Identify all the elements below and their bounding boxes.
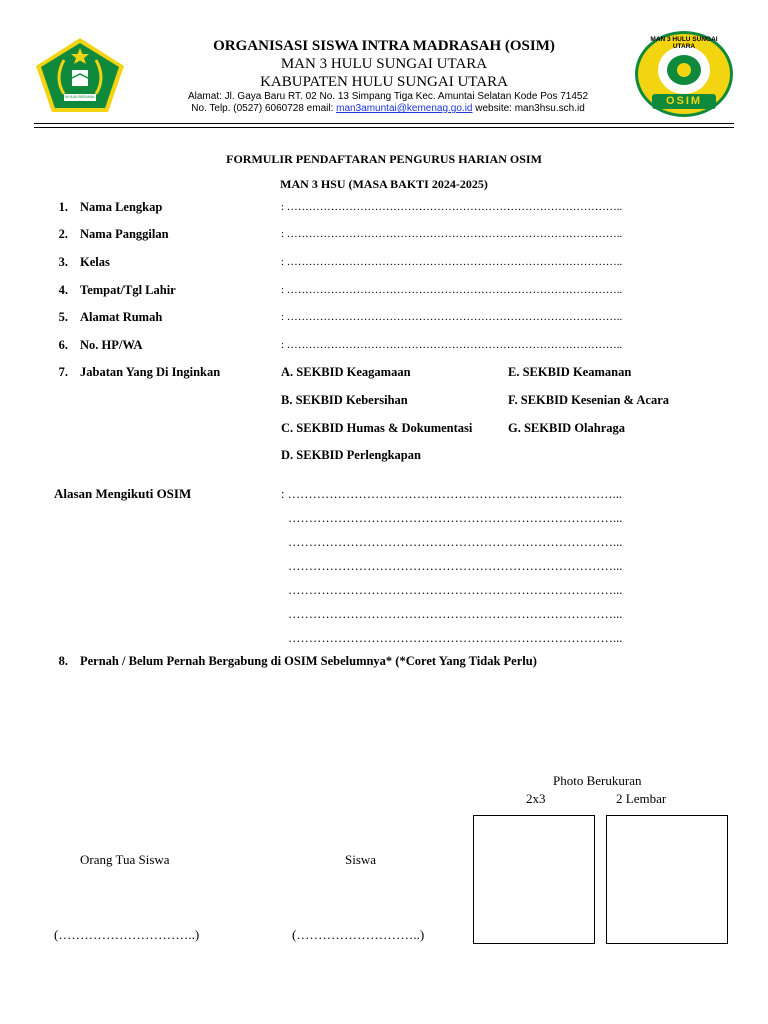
- reason-line[interactable]: ……………………………………………………………………...: [288, 631, 623, 645]
- website-text: website: man3hsu.sch.id: [475, 103, 585, 114]
- reason-line[interactable]: ……………………………………………………………………...: [288, 511, 623, 525]
- reason-label: Alasan Mengikuti OSIM: [54, 486, 192, 501]
- field-label-jabatan: Jabatan Yang Di Inginkan: [80, 365, 221, 379]
- field-fill-alamat-rumah[interactable]: : ………………………………………………………………………………..: [281, 311, 623, 323]
- form-subtitle: MAN 3 HSU (MASA BAKTI 2024-2025): [280, 177, 488, 191]
- reason-line[interactable]: ……………………………………………………………………...: [288, 583, 623, 597]
- reason-line[interactable]: ……………………………………………………………………...: [288, 535, 623, 549]
- field-number: 1.: [58, 200, 68, 214]
- field-fill-no-hp-wa[interactable]: : ………………………………………………………………………………..: [281, 339, 623, 351]
- field-number: 4.: [58, 283, 68, 297]
- option-kebersihan[interactable]: B. SEKBID Kebersihan: [281, 393, 408, 407]
- field-fill-nama-lengkap[interactable]: : ………………………………………………………………………………..: [281, 201, 623, 213]
- field-number: 2.: [58, 227, 68, 241]
- previous-membership-statement: Pernah / Belum Pernah Bergabung di OSIM Sebelumnya* (*Coret Yang Tidak Perlu): [80, 654, 537, 668]
- student-signature-line[interactable]: (………………………..): [292, 927, 425, 942]
- field-number: 5.: [58, 310, 68, 324]
- logo-motto: IKHLAS BERAMAL: [64, 95, 96, 99]
- field-label-nama-lengkap: Nama Lengkap: [80, 200, 163, 214]
- parent-signature-line[interactable]: (…………………………..): [54, 927, 200, 942]
- header-divider-thin: [34, 127, 734, 128]
- field-label-alamat-rumah: Alamat Rumah: [80, 310, 163, 324]
- option-humas-dokumentasi[interactable]: C. SEKBID Humas & Dokumentasi: [281, 421, 473, 435]
- field-label-no-hp-wa: No. HP/WA: [80, 338, 143, 352]
- option-keagamaan[interactable]: A. SEKBID Keagamaan: [281, 365, 411, 379]
- field-number: 8.: [58, 654, 68, 668]
- photo-size: 2x3: [526, 791, 546, 806]
- field-fill-nama-panggilan[interactable]: : ………………………………………………………………………………..: [281, 228, 623, 240]
- reason-line[interactable]: ……………………………………………………………………...: [288, 607, 623, 621]
- field-fill-tempat-tgl-lahir[interactable]: : ………………………………………………………………………………..: [281, 284, 623, 296]
- header-divider-thick: [34, 123, 734, 124]
- option-kesenian-acara[interactable]: F. SEKBID Kesenian & Acara: [508, 393, 670, 407]
- option-perlengkapan[interactable]: D. SEKBID Perlengkapan: [281, 448, 421, 462]
- photo-box-1: [473, 815, 595, 944]
- field-fill-kelas[interactable]: : ………………………………………………………………………………..: [281, 256, 623, 268]
- option-olahraga[interactable]: G. SEKBID Olahraga: [508, 421, 626, 435]
- field-number: 7.: [58, 365, 68, 379]
- photo-box-2: [606, 815, 728, 944]
- field-number: 3.: [58, 255, 68, 269]
- phone-text: No. Telp. (0527) 6060728 email:: [191, 103, 337, 114]
- osim-logo: [634, 30, 734, 118]
- student-signature-label: Siswa: [345, 852, 377, 867]
- osim-logo-banner: OSIM: [665, 95, 703, 107]
- option-keamanan[interactable]: E. SEKBID Keamanan: [508, 365, 632, 379]
- email-link[interactable]: man3amuntai@kemenag.go.id: [336, 103, 473, 114]
- field-label-nama-panggilan: Nama Panggilan: [80, 227, 169, 241]
- parent-signature-label: Orang Tua Siswa: [80, 852, 170, 867]
- reason-line[interactable]: : ……………………………………………………………………...: [281, 487, 622, 501]
- contact-line: [160, 103, 616, 115]
- field-label-kelas: Kelas: [80, 255, 110, 269]
- form-title: FORMULIR PENDAFTARAN PENGURUS HARIAN OSIM: [226, 152, 542, 166]
- org-name: ORGANISASI SISWA INTRA MADRASAH (OSIM): [213, 38, 555, 54]
- reason-line[interactable]: ……………………………………………………………………...: [288, 559, 623, 573]
- school-address: Alamat: Jl. Gaya Baru RT. 02 No. 13 Simpang Tiga Kec. Amuntai Selatan Kode Pos 71452: [187, 91, 589, 102]
- photo-count: 2 Lembar: [616, 791, 667, 806]
- field-label-tempat-tgl-lahir: Tempat/Tgl Lahir: [80, 283, 176, 297]
- photo-caption: Photo Berukuran: [553, 773, 642, 788]
- school-name: MAN 3 HULU SUNGAI UTARA: [280, 56, 488, 72]
- osim-logo-ring-text: MAN 3 HULU SUNGAI UTARA: [650, 36, 718, 50]
- field-number: 6.: [58, 338, 68, 352]
- regency-name: KABUPATEN HULU SUNGAI UTARA: [260, 74, 508, 90]
